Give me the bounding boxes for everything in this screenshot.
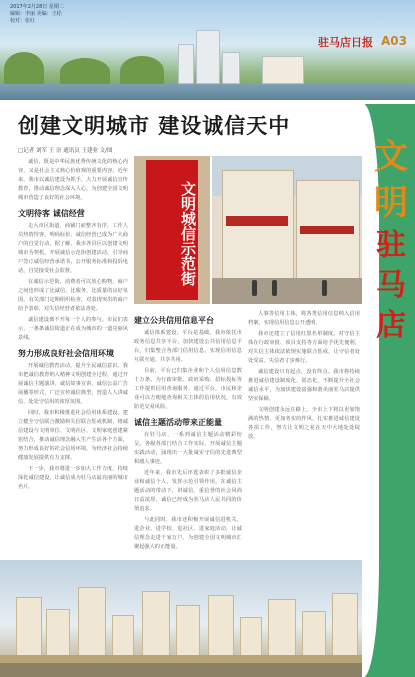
body-paragraph: 我市还建立了信用红黑名单制度，对守信主体在行政审批、项目支持等方面给予优先便利，对失信主体依法依规实施联合惩戒，让守信者处处受益、失信者寸步难行。 — [248, 331, 360, 364]
banner-characters — [371, 134, 411, 346]
section-heading: 文明待客 诚信经营 — [18, 209, 85, 218]
column-right — [248, 310, 360, 556]
side-banner — [365, 104, 415, 677]
skyline-building — [222, 52, 240, 84]
shop-sign — [226, 216, 288, 226]
body-paragraph: 目前，平台已归集企业和个人信用信息数十万条，为行政审批、政府采购、招标投标等工作提供信用查询服务。通过平台，市民和企业可以方便地查询相关主体的信用状况，有效防范交易风险。 — [134, 368, 242, 410]
banner-char: 店 — [376, 308, 406, 343]
tree-decoration — [4, 52, 44, 86]
article-title: 创建文明城市 建设诚信天中 — [18, 113, 291, 138]
body-paragraph: 同时，我市积极推进社会信用体系建设，建立健全守信联合激励和失信联合惩戒机制，将诚信建设与文明单位、文明社区、文明家庭创建紧密结合，推动诚信理念融入生产生活各个方面，努力形成良好的社会信用环境，为经济社会持续健康发展提供有力支撑。 — [18, 410, 128, 461]
body-paragraph: 在驻马店，一系列诚信主题活动精彩纷呈。各级各部门结合工作实际，开展诚信主题实践活动，涌现出一大批诚实守信的先进典型和感人事迹。 — [134, 432, 242, 465]
body-paragraph: 诚信建设离不开每一个人的参与。市民们表示，一条条诚信街道正在成为城市的一道亮丽风景线。 — [18, 317, 128, 341]
skyline-building — [262, 56, 304, 84]
column-left — [18, 158, 128, 558]
banner-char: 驻 — [376, 228, 406, 263]
ground — [0, 663, 362, 677]
meta-line-date: 2017年2月28日 星期二 — [10, 4, 64, 10]
body-paragraph: 下一步，我市将进一步加大工作力度，持续深化诚信建设，让诚信成为驻马店最亮丽的城市名片。 — [18, 466, 128, 490]
page-header — [0, 0, 415, 100]
paper-logo: 驻马店日报 — [318, 36, 373, 49]
photo-street — [212, 156, 362, 304]
body-paragraph: 诚信建设只有起点，没有终点。我市将持续推进诚信建设制度化、常态化，不断提升全社会诚信水平，为加快建设富强和谐美丽驻马店提供坚实保障。 — [248, 369, 360, 402]
body-paragraph: 诚信体系建设，平台是基础。我市依托市政务信息共享平台，加快建设公共信用信息平台，归集整合各部门信用信息，实现信用信息互联互通、共享共用。 — [134, 330, 242, 363]
skyline-building — [178, 44, 194, 84]
pedestrian — [322, 280, 327, 296]
body-paragraph: 开展诚信教育活动，提升全民诚信意识。我市把诚信教育纳入精神文明创建全过程，通过开展诚信主题演讲、诚信故事宣讲、诚信公益广告展播等形式，广泛宣传诚信典型，营造人人讲诚信、处处守信用的浓厚氛围。 — [18, 363, 128, 405]
body-paragraph: 文明创建永远在路上。全市上下将以更加饱满的热情、更加务实的作风，扎实推进诚信建设各项工作，努力让文明之花在天中大地处处绽放。 — [248, 407, 360, 440]
tree-decoration — [120, 56, 164, 86]
street — [212, 278, 362, 304]
column-middle — [134, 310, 242, 556]
meta-line-proof: 校对：张红 — [10, 18, 36, 24]
building-facade — [222, 170, 294, 282]
section-heading: 诚信主题活动带来正能量 — [134, 418, 222, 427]
tree-decoration — [60, 58, 110, 86]
shop-sign — [300, 226, 354, 234]
article-byline: □记者 刘军 王 崇 通讯员 王建业 文/图 — [18, 148, 113, 154]
body-paragraph: 与此同时，我市还积极开展诚信进机关、进企业、进学校、进社区、进家庭活动，让诚信理念走进千家万户，为创建全国文明城市汇聚起强大的正能量。 — [134, 517, 242, 550]
pedestrian — [272, 280, 277, 296]
section-heading: 建立公共信用信息平台 — [134, 316, 214, 325]
body-paragraph: 近年来，我市先后评选表彰了多批诚信企业和诚信个人，发挥示范引领作用。在诚信主题活动的带动下，讲诚信、重信誉的社会风尚日益浓厚，诚信已经成为驻马店人民共同的价值追求。 — [134, 470, 242, 512]
issue-meta — [10, 4, 180, 25]
pedestrian — [252, 280, 257, 296]
section-heading: 努力形成良好社会信用环境 — [18, 349, 114, 358]
meta-line-editors: 编辑：李丽 美编：王松 — [10, 11, 62, 17]
photo-city-skyline — [0, 560, 362, 677]
river-decoration — [0, 84, 415, 100]
red-sign: 文明城信示范街 — [146, 160, 198, 300]
banner-char: 文 — [374, 137, 408, 177]
banner-char: 马 — [376, 268, 406, 303]
body-paragraph: 人事等信用主体，将各类信用信息纳入信用档案，实现信用信息公开透明。 — [248, 311, 360, 326]
photo-sign — [134, 156, 210, 304]
body-paragraph: 在诚信示范街，消费者可以放心购物，商户之间也形成了比诚信、比服务、比质量的良好氛围。有关部门定期组织检查，对表现突出的商户给予表彰，对失信经营者依法查处。 — [18, 279, 128, 312]
body-paragraph: 走入市区街道，商铺门前整齐有序，工作人员热情待客，明码标价、诚信经营已成为广大商户的自觉行动。据了解，我市各县区以创建文明城市为契机，开展诚信示范街创建活动，引导商户签订诚信经营承诺书，公开服务标准和投诉电话，自觉接受社会监督。 — [18, 223, 128, 274]
skyline-building — [196, 30, 220, 84]
page-number: A03 — [381, 34, 407, 48]
intro-paragraph: 诚信，既是中华民族优秀传统文化的核心内容，又是社会主义核心价值观的重要内容。近年来，我市以诚信建设为抓手，大力开展诚信宣传教育，推动诚信理念深入人心，为创建全国文明城市营造了良好的社会环境。 — [18, 159, 128, 201]
banner-char: 明 — [374, 183, 408, 223]
